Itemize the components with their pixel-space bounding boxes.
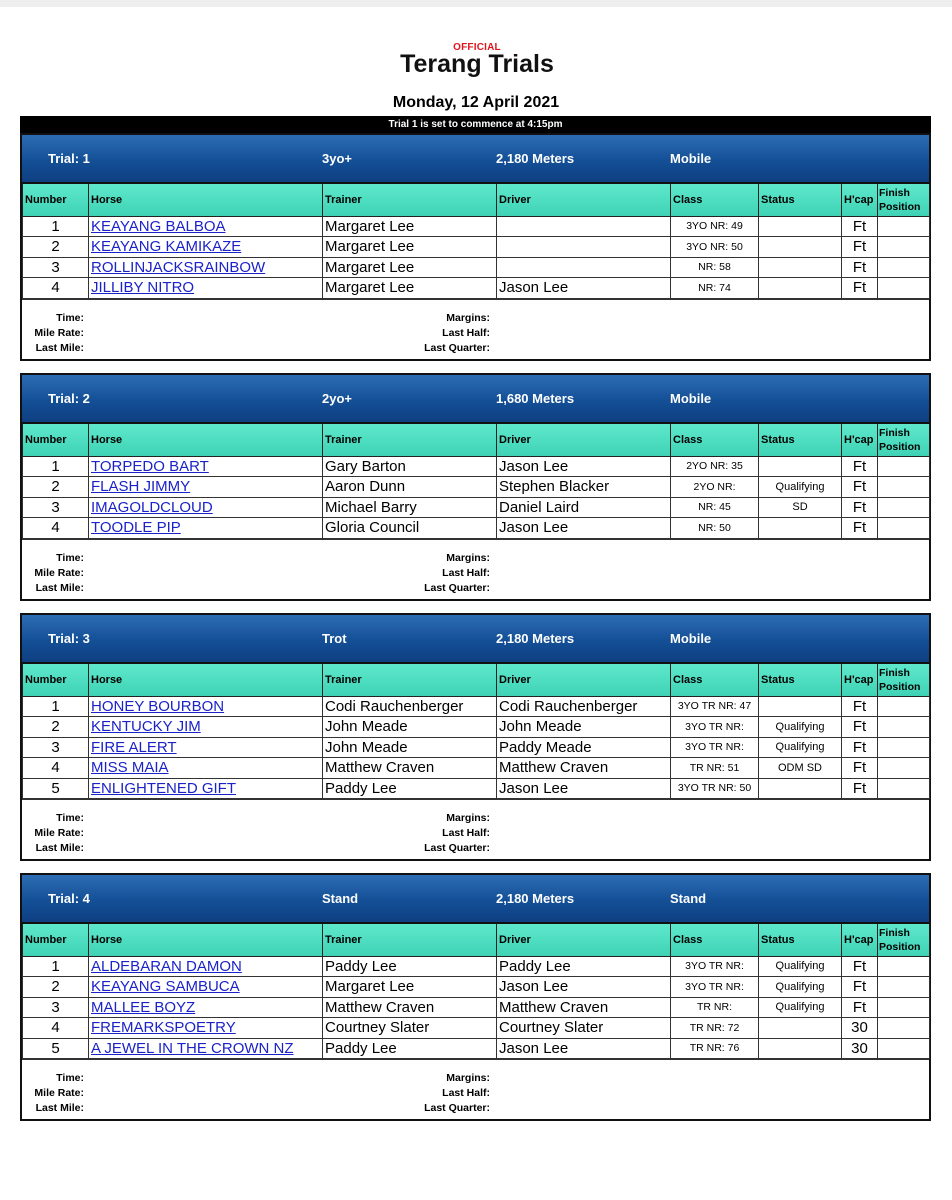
runner-class: TR NR: [671,997,759,1018]
runner-class: 3YO TR NR: [671,717,759,738]
finish-position [878,1018,930,1039]
trainer-name: Matthew Craven [323,758,497,779]
trainer-name: Michael Barry [323,497,497,518]
runner-number: 3 [23,497,89,518]
runner-status [759,456,842,477]
finish-position [878,737,930,758]
runner-number: 1 [23,216,89,237]
trial-age: 2yo+ [322,391,352,406]
runner-status [759,1038,842,1059]
trainer-name: Margaret Lee [323,237,497,258]
last-mile-label: Last Mile: [35,1102,84,1114]
trial-distance: 2,180 Meters [496,891,575,906]
horse-name [89,977,323,998]
table-row [23,737,930,758]
trial-header [22,375,929,422]
table-row [23,997,930,1018]
col-trainer: Trainer [323,183,497,216]
horse-link[interactable]: MALLEE BOYZ [91,998,196,1016]
table-header-row [23,663,930,696]
col-status: Status [759,663,842,696]
runner-handicap: Ft [842,497,878,518]
trial-age: Trot [322,631,347,646]
horse-name [89,497,323,518]
official-label: OFFICIAL [453,42,501,53]
runner-handicap: 30 [842,1018,878,1039]
trial-distance: 2,180 Meters [496,151,575,166]
table-row [23,717,930,738]
runner-status [759,518,842,539]
horse-name [89,477,323,498]
col-status: Status [759,423,842,456]
trial-header [22,615,929,662]
runner-number: 5 [23,778,89,799]
col-hcap: H'cap [842,663,878,696]
col-driver: Driver [497,183,671,216]
runner-handicap: Ft [842,518,878,539]
last-half-label: Last Half: [442,827,490,839]
last-quarter-label: Last Quarter: [424,1102,490,1114]
horse-link[interactable]: FLASH JIMMY [91,478,191,496]
col-number: Number [23,663,89,696]
mile-rate-label: Mile Rate: [34,1087,84,1099]
col-horse: Horse [89,423,323,456]
trial-header [22,135,929,182]
runner-class: 3YO TR NR: 47 [671,696,759,717]
finish-position [878,456,930,477]
runner-number: 2 [23,977,89,998]
table-row [23,518,930,539]
driver-name: Jason Lee [497,1038,671,1059]
col-class: Class [671,183,759,216]
col-trainer: Trainer [323,423,497,456]
finish-position [878,717,930,738]
finish-position [878,997,930,1018]
trainer-name: Paddy Lee [323,778,497,799]
driver-name: Stephen Blacker [497,477,671,498]
last-half-label: Last Half: [442,1087,490,1099]
col-horse: Horse [89,923,323,956]
driver-name: Jason Lee [497,518,671,539]
table-row [23,257,930,278]
runner-status: Qualifying [759,956,842,977]
driver-name: Jason Lee [497,778,671,799]
runner-number: 4 [23,518,89,539]
mile-rate-label: Mile Rate: [34,827,84,839]
horse-name [89,1038,323,1059]
table-row [23,778,930,799]
trainer-name: Paddy Lee [323,956,497,977]
runner-status [759,278,842,299]
driver-name: Daniel Laird [497,497,671,518]
runner-status [759,696,842,717]
field-table [22,662,930,799]
horse-link[interactable]: KENTUCKY JIM [91,718,201,736]
runner-handicap: Ft [842,717,878,738]
driver-name: Paddy Meade [497,737,671,758]
trainer-name: Paddy Lee [323,1038,497,1059]
horse-link[interactable]: IMAGOLDCLOUD [91,498,213,516]
table-row [23,216,930,237]
trial-results [22,799,929,859]
trial-start-type: Mobile [670,631,712,646]
time-label: Time: [56,1072,84,1084]
col-trainer: Trainer [323,923,497,956]
driver-name: Matthew Craven [497,997,671,1018]
last-half-label: Last Half: [442,566,490,579]
trainer-name: Gary Barton [323,456,497,477]
driver-name [497,237,671,258]
table-row [23,278,930,299]
table-row [23,456,930,477]
col-horse: Horse [89,663,323,696]
horse-link[interactable]: FIRE ALERT [91,738,177,756]
trial-block-4 [20,873,931,1121]
runner-status [759,257,842,278]
runner-status: Qualifying [759,997,842,1018]
margins-label: Margins: [446,812,490,824]
runner-handicap: Ft [842,778,878,799]
trainer-name: Aaron Dunn [323,477,497,498]
runner-status [759,1018,842,1039]
trial-results [22,1059,929,1119]
runner-handicap: Ft [842,696,878,717]
field-table [22,422,930,539]
horse-name [89,956,323,977]
finish-position [878,216,930,237]
col-status: Status [759,923,842,956]
finish-position [878,278,930,299]
finish-position [878,477,930,498]
col-class: Class [671,663,759,696]
runner-class: NR: 45 [671,497,759,518]
col-driver: Driver [497,663,671,696]
horse-name [89,216,323,237]
table-header-row [23,923,930,956]
runner-handicap: Ft [842,977,878,998]
driver-name [497,257,671,278]
runner-status [759,237,842,258]
last-mile-label: Last Mile: [35,842,84,854]
col-horse: Horse [89,183,323,216]
runner-class: 2YO NR: 35 [671,456,759,477]
runner-handicap: Ft [842,956,878,977]
finish-position [878,778,930,799]
table-row [23,758,930,779]
horse-link[interactable]: A JEWEL IN THE CROWN NZ [91,1039,294,1057]
trial-results [22,539,929,599]
table-header-row [23,423,930,456]
trial-start-type: Mobile [670,391,712,406]
horse-name [89,997,323,1018]
runner-handicap: Ft [842,997,878,1018]
driver-name [497,216,671,237]
trial-block-1 [20,133,931,361]
table-row [23,977,930,998]
col-number: Number [23,923,89,956]
trainer-name: Margaret Lee [323,977,497,998]
margins-label: Margins: [446,311,490,324]
col-hcap: H'cap [842,923,878,956]
finish-position [878,696,930,717]
trial-header [22,875,929,922]
runner-status [759,216,842,237]
runner-number: 4 [23,758,89,779]
trainer-name: Courtney Slater [323,1018,497,1039]
trainer-name: Gloria Council [323,518,497,539]
horse-name [89,737,323,758]
runner-handicap: Ft [842,758,878,779]
margins-label: Margins: [446,1072,490,1084]
horse-link[interactable]: FREMARKSPOETRY [91,1019,236,1037]
runner-number: 2 [23,717,89,738]
trial-distance: 2,180 Meters [496,631,575,646]
runner-status: Qualifying [759,977,842,998]
runner-handicap: Ft [842,278,878,299]
trainer-name: Margaret Lee [323,278,497,299]
trainer-name: John Meade [323,737,497,758]
table-header-row [23,183,930,216]
runner-status: SD [759,497,842,518]
last-mile-label: Last Mile: [35,581,84,594]
time-label: Time: [56,311,84,324]
runner-number: 2 [23,237,89,258]
finish-position [878,237,930,258]
finish-position [878,977,930,998]
trial-block-3 [20,613,931,861]
horse-link[interactable]: HONEY BOURBON [91,697,225,715]
driver-name: Courtney Slater [497,1018,671,1039]
runner-number: 1 [23,696,89,717]
meeting-date: Monday, 12 April 2021 [392,94,560,111]
runner-status: ODM SD [759,758,842,779]
horse-link[interactable]: KEAYANG KAMIKAZE [91,238,242,256]
trainer-name: Margaret Lee [323,257,497,278]
col-number: Number [23,423,89,456]
col-hcap: H'cap [842,423,878,456]
runner-number: 1 [23,956,89,977]
trial-results [22,299,929,359]
horse-link[interactable]: JILLIBY NITRO [91,279,195,297]
runner-class: TR NR: 51 [671,758,759,779]
field-table [22,922,930,1059]
driver-name: Jason Lee [497,278,671,299]
runner-number: 3 [23,737,89,758]
col-finish-position: Finish Position [878,183,930,216]
runner-status: Qualifying [759,717,842,738]
runner-class: 3YO TR NR: [671,737,759,758]
col-finish-position: Finish Position [878,663,930,696]
time-label: Time: [56,551,84,564]
runner-number: 3 [23,997,89,1018]
horse-link[interactable]: KEAYANG SAMBUCA [91,978,240,996]
col-driver: Driver [497,423,671,456]
horse-name [89,278,323,299]
trainer-name: Matthew Craven [323,997,497,1018]
horse-link[interactable]: KEAYANG BALBOA [91,217,226,235]
trial-age: 3yo+ [322,151,352,166]
runner-class: 3YO TR NR: [671,956,759,977]
horse-link[interactable]: MISS MAIA [91,759,169,777]
trial-distance: 1,680 Meters [496,391,575,406]
trainer-name: Margaret Lee [323,216,497,237]
table-row [23,477,930,498]
horse-name [89,778,323,799]
table-row [23,1018,930,1039]
horse-name [89,456,323,477]
runner-number: 2 [23,477,89,498]
runner-class: 2YO NR: [671,477,759,498]
driver-name: John Meade [497,717,671,738]
finish-position [878,497,930,518]
col-class: Class [671,923,759,956]
driver-name: Matthew Craven [497,758,671,779]
col-hcap: H'cap [842,183,878,216]
runner-class: 3YO TR NR: [671,977,759,998]
trial-start-type: Mobile [670,151,712,166]
runner-number: 4 [23,278,89,299]
driver-name: Paddy Lee [497,956,671,977]
margins-label: Margins: [446,551,490,564]
runner-number: 5 [23,1038,89,1059]
start-notice: Trial 1 is set to commence at 4:15pm [20,116,931,133]
horse-name [89,518,323,539]
trainer-name: John Meade [323,717,497,738]
trainer-name: Codi Rauchenberger [323,696,497,717]
runner-class: TR NR: 76 [671,1038,759,1059]
time-label: Time: [56,812,84,824]
trial-number: Trial: 4 [48,891,90,906]
finish-position [878,257,930,278]
col-number: Number [23,183,89,216]
horse-link[interactable]: ROLLINJACKSRAINBOW [91,258,266,276]
col-status: Status [759,183,842,216]
trial-number: Trial: 1 [48,151,90,166]
trial-age: Stand [322,891,359,906]
trial-number: Trial: 2 [48,391,90,406]
table-row [23,237,930,258]
last-quarter-label: Last Quarter: [424,581,490,594]
table-row [23,497,930,518]
horse-link[interactable]: ENLIGHTENED GIFT [91,779,237,797]
table-row [23,696,930,717]
runner-status: Qualifying [759,737,842,758]
trial-number: Trial: 3 [48,631,90,646]
horse-name [89,696,323,717]
runner-class: NR: 58 [671,257,759,278]
top-bar [0,0,952,7]
col-driver: Driver [497,923,671,956]
horse-name [89,257,323,278]
runner-number: 1 [23,456,89,477]
last-quarter-label: Last Quarter: [424,842,490,854]
field-table [22,182,930,299]
col-finish-position: Finish Position [878,423,930,456]
runner-number: 3 [23,257,89,278]
runner-handicap: Ft [842,456,878,477]
runner-class: 3YO NR: 50 [671,237,759,258]
runner-handicap: Ft [842,477,878,498]
runner-number: 4 [23,1018,89,1039]
runner-class: NR: 50 [671,518,759,539]
page-title: Terang Trials [400,50,554,78]
horse-link[interactable]: ALDEBARAN DAMON [91,957,242,975]
finish-position [878,956,930,977]
table-row [23,956,930,977]
trial-block-2 [20,373,931,601]
horse-name [89,237,323,258]
runner-status: Qualifying [759,477,842,498]
finish-position [878,758,930,779]
mile-rate-label: Mile Rate: [34,566,84,579]
table-row [23,1038,930,1059]
last-mile-label: Last Mile: [35,341,84,354]
runner-class: TR NR: 72 [671,1018,759,1039]
trial-start-type: Stand [670,891,707,906]
runner-handicap: Ft [842,257,878,278]
finish-position [878,1038,930,1059]
runner-class: NR: 74 [671,278,759,299]
finish-position [878,518,930,539]
driver-name: Jason Lee [497,456,671,477]
runner-handicap: Ft [842,216,878,237]
driver-name: Codi Rauchenberger [497,696,671,717]
last-quarter-label: Last Quarter: [424,341,490,354]
col-class: Class [671,423,759,456]
runner-status [759,778,842,799]
runner-handicap: 30 [842,1038,878,1059]
runner-class: 3YO TR NR: 50 [671,778,759,799]
mile-rate-label: Mile Rate: [34,326,84,339]
driver-name: Jason Lee [497,977,671,998]
runner-handicap: Ft [842,237,878,258]
runner-handicap: Ft [842,737,878,758]
col-finish-position: Finish Position [878,923,930,956]
horse-link[interactable]: TOODLE PIP [91,519,181,537]
runner-class: 3YO NR: 49 [671,216,759,237]
horse-name [89,717,323,738]
horse-name [89,1018,323,1039]
col-trainer: Trainer [323,663,497,696]
horse-link[interactable]: TORPEDO BART [91,457,209,475]
last-half-label: Last Half: [442,326,490,339]
horse-name [89,758,323,779]
